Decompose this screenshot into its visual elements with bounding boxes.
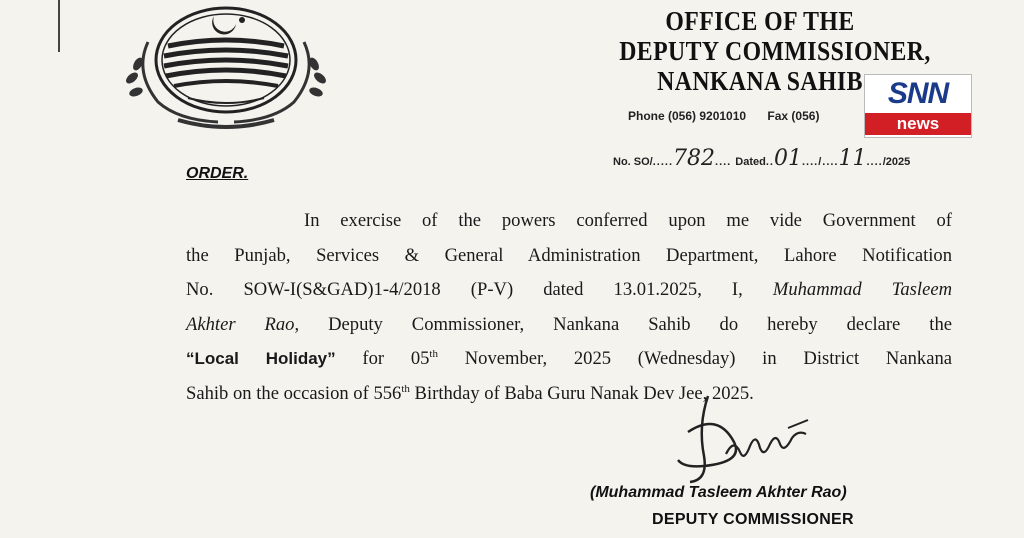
phone-number: Phone (056) 9201010 [628, 109, 747, 123]
order-title: ORDER. [186, 165, 249, 182]
snn-news-logo [864, 74, 972, 138]
body-line-3: No. SOW-I(S&GAD)1-4/2018 (P-V) dated 13.01.2025, I, Muhammad Tasleem [186, 279, 953, 301]
body-line-6: Sahib on the occasion of 556th Birthday of Baba Guru Nanak Dev Jee, 2025. [186, 382, 754, 404]
date-day: 01 [773, 146, 802, 171]
order-number-label: No. SO/ [613, 156, 653, 168]
date-month: 11 [838, 146, 867, 171]
order-number-value: 782 [673, 146, 716, 171]
signatory-name: (Muhammad Tasleem Akhter Rao) [590, 484, 847, 501]
handwritten-signature [668, 392, 838, 484]
body-line-1: In exercise of the powers conferred upon me vide Government of [304, 210, 952, 231]
local-holiday-label: “Local Holiday” [186, 349, 336, 369]
fax-number: Fax (056) [767, 109, 820, 123]
order-body [186, 204, 952, 412]
signatory-title: DEPUTY COMMISSIONER [652, 511, 854, 528]
officer-name: Muhammad Tasleem [772, 279, 953, 301]
office-line-3: NANKANA SAHIB [657, 66, 863, 96]
office-line-1: OFFICE OF THE [665, 6, 855, 36]
officer-name-cont: Akhter Rao [186, 313, 295, 335]
reference-line: No. SO/.....782.... Dated..01..../....11..../2025 [613, 146, 911, 171]
office-line-2: DEPUTY COMMISSIONER, [619, 36, 931, 66]
punjab-seal-icon [118, 2, 333, 130]
margin-mark [58, 0, 60, 52]
dated-label: Dated [735, 156, 766, 168]
contact-line [628, 109, 837, 123]
date-year: /2025 [882, 156, 911, 168]
body-line-2: the Punjab, Services & General Administration Department, Lahore Notification [186, 244, 952, 266]
body-line-5: “Local Holiday” for 05th November, 2025 (Wednesday) in District Nankana [186, 348, 952, 370]
snn-logo-text: SNN [887, 77, 949, 110]
body-line-4: Akhter Rao, Deputy Commissioner, Nankana Sahib do hereby declare the [186, 313, 952, 335]
news-logo-band: news [865, 113, 971, 135]
